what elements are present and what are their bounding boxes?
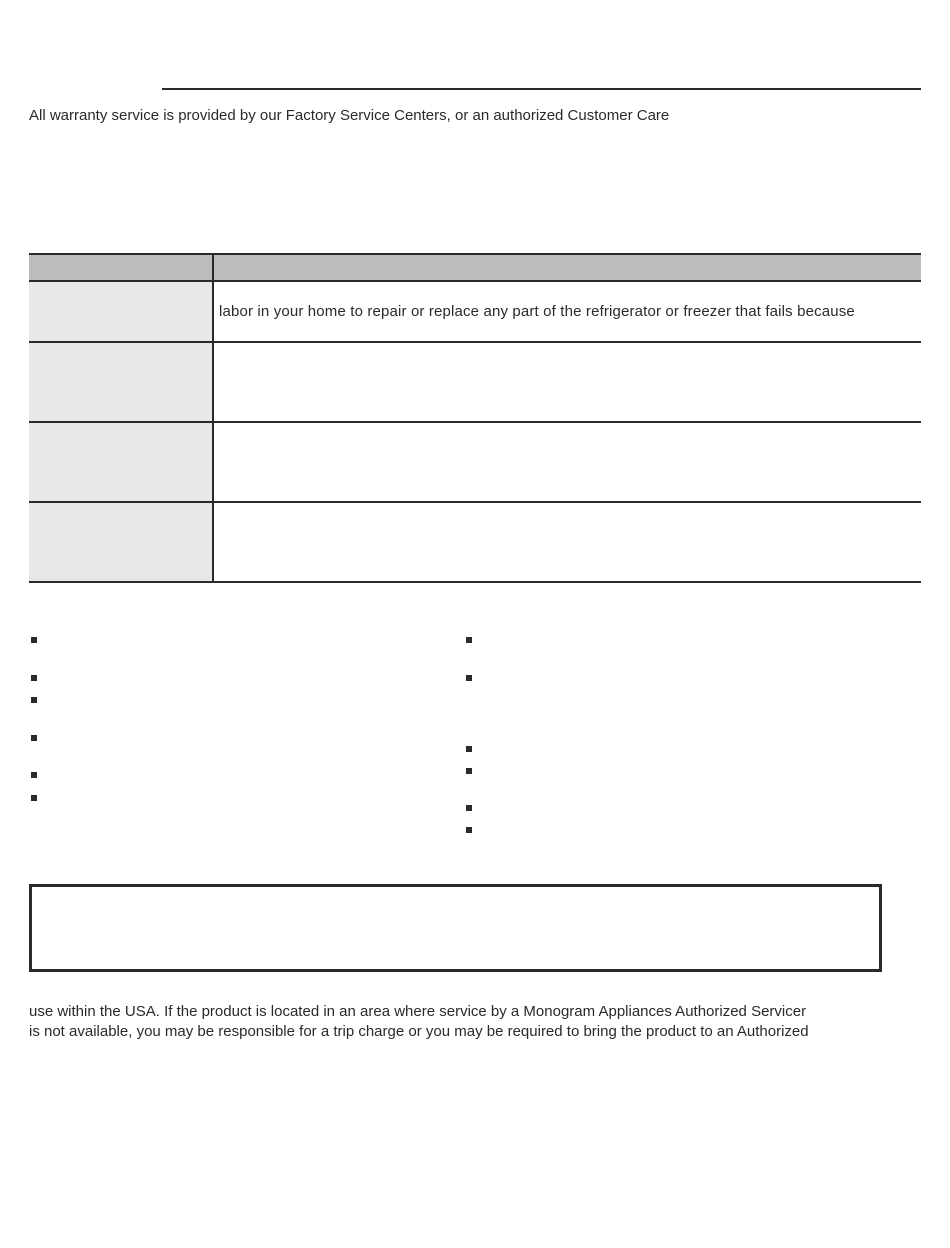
footer-line-1: use within the USA. If the product is located in an area where service by a Monogram Appliances Authorized Servicer — [29, 1003, 807, 1020]
bullet-icon — [31, 795, 37, 801]
bullet-icon — [31, 735, 37, 741]
intro-text: All warranty service is provided by our Factory Service Centers, or an authorized Customer Care — [29, 107, 670, 124]
row-label-cell — [29, 503, 212, 581]
table-header — [29, 255, 921, 282]
bullet-icon — [466, 827, 472, 833]
bullet-icon — [31, 772, 37, 778]
footer-line-2: is not available, you may be responsible for a trip charge or you may be required to bring the product to an Authorized — [29, 1023, 809, 1040]
row-description: labor in your home to repair or replace any part of the refrigerator or freezer that fails because — [219, 303, 855, 320]
table-row — [29, 503, 921, 583]
row-label-cell — [29, 423, 212, 501]
bullet-icon — [466, 675, 472, 681]
bullet-icon — [466, 768, 472, 774]
table-row — [29, 423, 921, 503]
bullet-icon — [466, 746, 472, 752]
row-label-cell — [29, 282, 212, 341]
bullet-icon — [31, 675, 37, 681]
column-divider — [212, 255, 214, 583]
table-row — [29, 282, 921, 343]
table-row — [29, 343, 921, 423]
warranty-table — [29, 253, 921, 583]
notice-box — [29, 884, 882, 972]
row-label-cell — [29, 343, 212, 421]
bullet-icon — [31, 637, 37, 643]
header-rule — [162, 88, 921, 90]
bullet-icon — [466, 805, 472, 811]
bullet-icon — [466, 637, 472, 643]
bullet-icon — [31, 697, 37, 703]
